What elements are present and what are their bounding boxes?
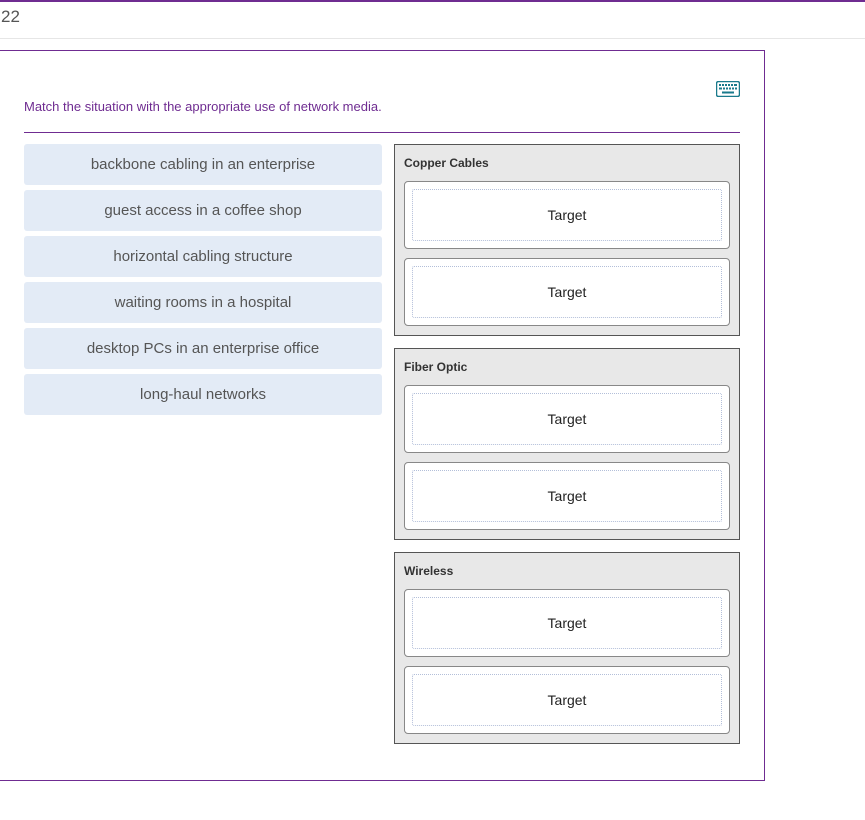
category-title: Copper Cables (404, 156, 489, 170)
target-label: Target (412, 266, 722, 318)
keyboard-icon[interactable] (716, 81, 740, 97)
category-wireless (394, 552, 740, 744)
drop-target[interactable] (404, 181, 730, 249)
draggable-option[interactable]: long-haul networks (24, 374, 382, 415)
draggable-option[interactable]: horizontal cabling structure (24, 236, 382, 277)
drop-target[interactable] (404, 589, 730, 657)
target-label: Target (412, 674, 722, 726)
target-label: Target (412, 470, 722, 522)
source-list (24, 144, 382, 420)
drop-target[interactable] (404, 462, 730, 530)
drop-target[interactable] (404, 385, 730, 453)
draggable-option[interactable]: guest access in a coffee shop (24, 190, 382, 231)
top-bar (0, 0, 865, 39)
target-label: Target (412, 597, 722, 649)
category-title: Fiber Optic (404, 360, 468, 374)
category-title: Wireless (404, 564, 454, 578)
drop-target[interactable] (404, 666, 730, 734)
draggable-option[interactable]: waiting rooms in a hospital (24, 282, 382, 323)
target-label: Target (412, 393, 722, 445)
target-label: Target (412, 189, 722, 241)
instruction-text: Match the situation with the appropriate use of network media. (24, 99, 382, 114)
question-number: 22 (1, 7, 20, 26)
divider (24, 132, 740, 133)
category-fiber-optic (394, 348, 740, 540)
category-copper-cables (394, 144, 740, 336)
draggable-option[interactable]: backbone cabling in an enterprise (24, 144, 382, 185)
drop-target[interactable] (404, 258, 730, 326)
draggable-option[interactable]: desktop PCs in an enterprise office (24, 328, 382, 369)
